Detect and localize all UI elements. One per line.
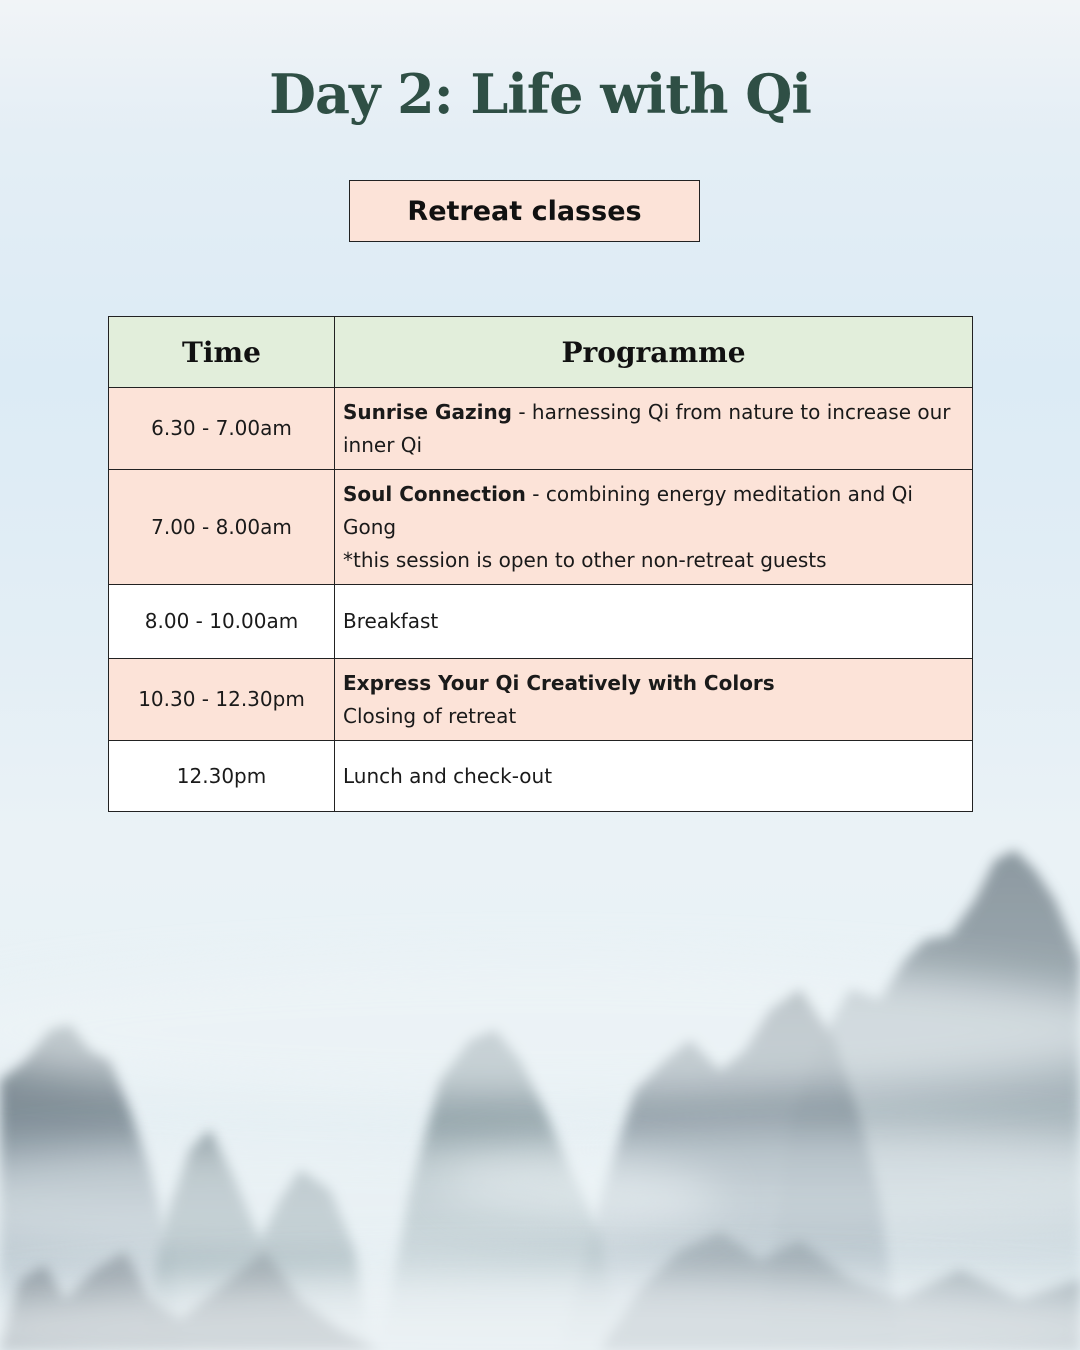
row-programme-title: Soul Connection — [343, 481, 526, 506]
table-row — [109, 659, 973, 741]
table-header-row — [109, 317, 973, 388]
row-time: 10.30 - 12.30pm — [109, 659, 335, 741]
row-programme-text: Lunch and check-out — [343, 763, 553, 788]
row-programme-title: Sunrise Gazing — [343, 399, 512, 424]
section-label-box — [349, 180, 700, 242]
row-programme-text: - combining energy meditation and Qi Gong — [343, 481, 913, 539]
row-programme-text: - harnessing Qi from nature to increase our inner Qi — [343, 399, 951, 457]
section-label: Retreat classes — [407, 195, 642, 227]
row-programme — [335, 470, 973, 585]
row-programme-text: Breakfast — [343, 609, 439, 633]
header-programme: Programme — [335, 317, 973, 388]
table-row — [109, 470, 973, 585]
table-row — [109, 388, 973, 470]
header-time: Time — [109, 317, 335, 388]
row-time: 6.30 - 7.00am — [109, 388, 335, 470]
row-time: 7.00 - 8.00am — [109, 470, 335, 585]
page-title: Day 2: Life with Qi — [269, 62, 811, 126]
row-time: 12.30pm — [109, 741, 335, 812]
row-programme-title: Express Your Qi Creatively with Colors — [343, 670, 775, 695]
row-time: 8.00 - 10.00am — [109, 585, 335, 659]
row-programme-note: Closing of retreat — [343, 703, 517, 728]
row-programme-note: *this session is open to other non-retreat guests — [343, 547, 827, 572]
row-programme — [335, 585, 973, 659]
table-row — [109, 741, 973, 812]
schedule-table — [108, 316, 973, 812]
row-programme — [335, 659, 973, 741]
row-programme — [335, 741, 973, 812]
row-programme — [335, 388, 973, 470]
table-row — [109, 585, 973, 659]
